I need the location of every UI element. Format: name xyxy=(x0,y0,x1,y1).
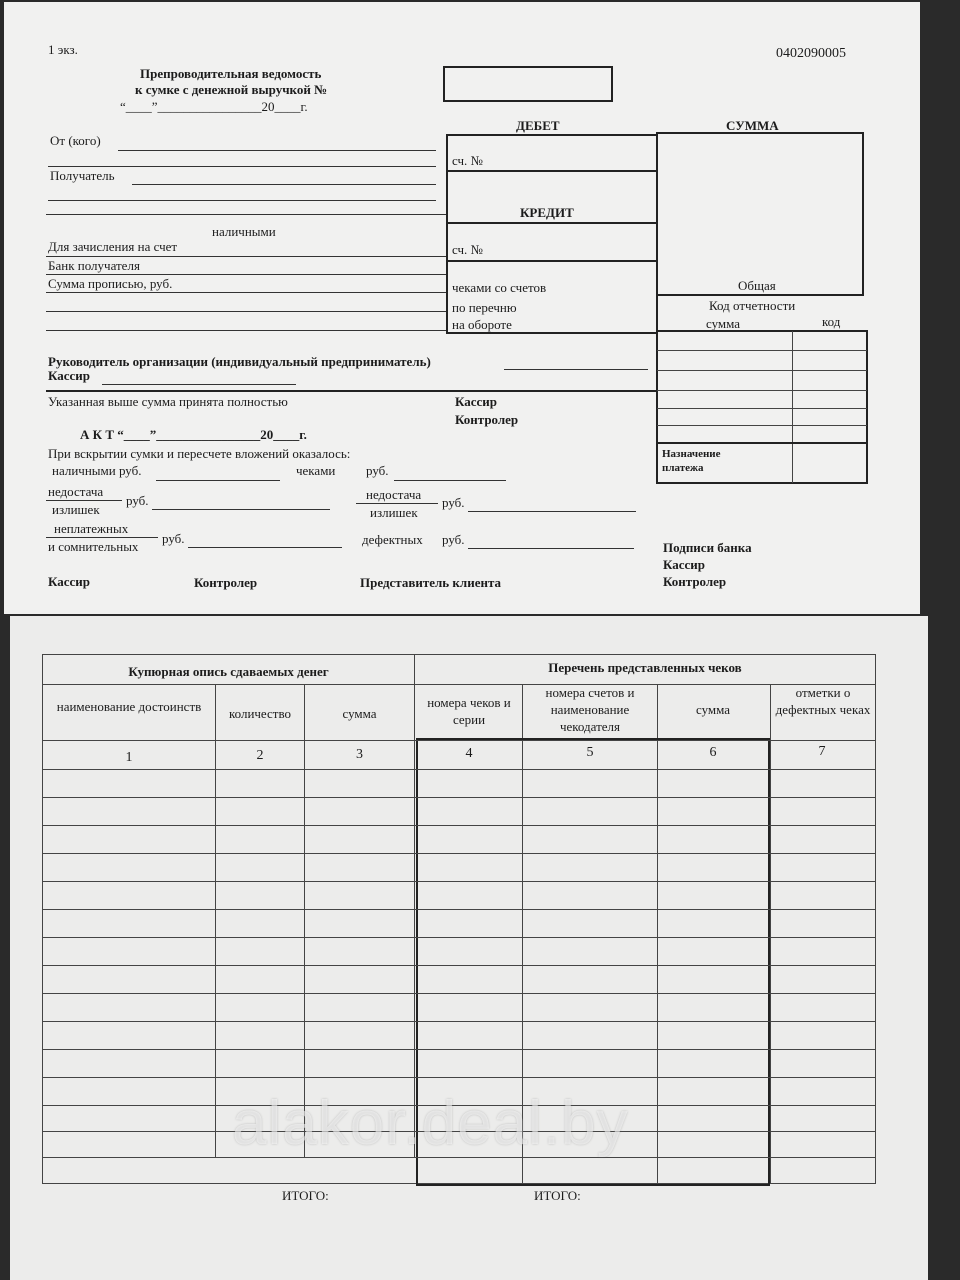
table-row[interactable] xyxy=(43,993,875,994)
col-defect-notes-header: отметки о дефектных чеках xyxy=(775,685,871,717)
credit-account-label: сч. № xyxy=(452,242,483,257)
credit-heading: КРЕДИТ xyxy=(520,205,574,220)
amount-words-field-line3[interactable] xyxy=(46,330,446,331)
unpaid-field[interactable] xyxy=(188,547,342,548)
copy-label: 1 экз. xyxy=(48,42,78,57)
table-row[interactable] xyxy=(43,909,875,910)
watermark-text: alakor.deal.by xyxy=(232,1089,629,1158)
amount-words-label: Сумма прописью, руб. xyxy=(48,276,173,291)
grid-line xyxy=(43,740,875,741)
fraction-line xyxy=(46,500,122,501)
act-controller-label: Контролер xyxy=(194,575,258,590)
col-number-4: 4 xyxy=(465,746,473,761)
cashier-label: Кассир xyxy=(48,368,91,383)
checks-list-title: Перечень представленных чеков xyxy=(548,660,742,675)
table-row[interactable] xyxy=(43,825,875,826)
col-number-2: 2 xyxy=(256,748,264,763)
unpaid-label: неплатежных xyxy=(54,521,129,536)
table-row[interactable] xyxy=(43,769,875,770)
form-code: 0402090005 xyxy=(776,46,846,61)
col-number-5: 5 xyxy=(586,745,594,760)
shortage-field[interactable] xyxy=(152,509,330,510)
controller2-label: Контролер xyxy=(455,412,519,427)
col-sum-header: сумма xyxy=(342,706,377,721)
grid-line xyxy=(657,390,867,391)
recipient-bank-field[interactable] xyxy=(46,274,446,275)
shortage-label-2: недостача xyxy=(366,487,422,502)
bank-cashier-label: Кассир xyxy=(663,557,706,572)
col-check-numbers-header: номера чеков и серии xyxy=(427,695,511,727)
grid-line xyxy=(657,408,867,409)
grid-line xyxy=(657,350,867,351)
amount-words-field[interactable] xyxy=(46,292,446,293)
col-number-6: 6 xyxy=(709,745,717,760)
fraction-line-2 xyxy=(356,503,438,504)
debit-account-label: сч. № xyxy=(452,153,483,168)
grid-line xyxy=(657,370,867,371)
recipient-bank-label: Банк получателя xyxy=(48,258,140,273)
act-checks-rub-label: руб. xyxy=(366,463,389,478)
checks-label-2: по перечню xyxy=(452,300,517,315)
defective-rub-label: руб. xyxy=(442,532,465,547)
report-code-grid[interactable] xyxy=(656,330,868,484)
total-left-label: ИТОГО: xyxy=(282,1188,329,1203)
table-row[interactable] xyxy=(43,797,875,798)
section-divider xyxy=(46,390,658,392)
banknote-inventory-title: Купюрная опись сдаваемых денег xyxy=(128,664,329,679)
total-sum-box[interactable] xyxy=(656,132,864,296)
total-right-label: ИТОГО: xyxy=(534,1188,581,1203)
purpose-label-2: платежа xyxy=(662,462,704,474)
doubtful-label: и сомнительных xyxy=(48,539,139,554)
report-code-label: Код отчетности xyxy=(709,298,796,313)
divider-line xyxy=(46,214,446,215)
table-row[interactable] xyxy=(43,937,875,938)
checks-label-3: на обороте xyxy=(452,317,512,332)
grid-line xyxy=(792,331,793,483)
act-cash-label: наличными руб. xyxy=(52,463,142,478)
col-denomination-header: наименование достоинств xyxy=(56,699,202,714)
act-title: А К Т “____”________________20____г. xyxy=(80,427,307,442)
unpaid-rub-label: руб. xyxy=(162,531,185,546)
bank-controller-label: Контролер xyxy=(663,574,727,589)
col-account-numbers-header: номера счетов и наименование чекодателя xyxy=(545,685,635,734)
from-field[interactable] xyxy=(118,150,436,151)
surplus-label: излишек xyxy=(52,502,100,517)
report-sum-label: сумма xyxy=(706,316,741,331)
debit-heading: ДЕБЕТ xyxy=(516,118,560,133)
table-row[interactable] xyxy=(43,1021,875,1022)
col-number-1: 1 xyxy=(125,750,133,765)
from-field-line2[interactable] xyxy=(48,166,436,167)
report-kod-label: код xyxy=(822,314,841,329)
bank-signatures-label: Подписи банка xyxy=(663,540,752,555)
defective-label: дефектных xyxy=(362,532,423,547)
recipient-label: Получатель xyxy=(50,168,115,183)
col-check-sum-header: сумма xyxy=(695,702,731,717)
shortage-rub-label-2: руб. xyxy=(442,495,465,510)
table-row[interactable] xyxy=(43,881,875,882)
grid-line xyxy=(43,684,875,685)
grid-line xyxy=(657,425,867,426)
amount-words-field-line2[interactable] xyxy=(46,311,446,312)
act-cashier-label: Кассир xyxy=(48,574,91,589)
surplus-label-2: излишек xyxy=(370,505,418,520)
shortage-field-2[interactable] xyxy=(468,511,636,512)
recipient-field[interactable] xyxy=(132,184,436,185)
shortage-rub-label: руб. xyxy=(126,493,149,508)
head-label: Руководитель организации (индивидуальный предприниматель) xyxy=(48,354,431,369)
head-signature-field[interactable] xyxy=(504,369,648,370)
act-cash-field[interactable] xyxy=(156,480,280,481)
recipient-field-line2[interactable] xyxy=(48,200,436,201)
grid-line xyxy=(770,685,771,1183)
grid-line xyxy=(657,442,867,444)
cashier2-label: Кассир xyxy=(455,394,498,409)
col-number-3: 3 xyxy=(356,747,363,762)
sum-heading: СУММА xyxy=(726,118,779,133)
act-client-rep-label: Представитель клиента xyxy=(360,575,501,590)
from-label: От (кого) xyxy=(50,133,101,148)
grid-line xyxy=(304,685,305,1157)
grid-line xyxy=(414,685,415,1157)
grid-line xyxy=(215,685,216,1157)
shortage-label: недостача xyxy=(48,484,104,499)
table-row[interactable] xyxy=(43,853,875,854)
table-row[interactable] xyxy=(43,1077,875,1078)
cashier-signature-field[interactable] xyxy=(102,384,296,385)
col-number-7: 7 xyxy=(818,744,826,759)
fraction-line-3 xyxy=(46,537,158,538)
for-account-field[interactable] xyxy=(46,256,446,257)
table-row[interactable] xyxy=(43,1049,875,1050)
act-checks-label: чеками xyxy=(296,463,336,478)
bag-number-box[interactable] xyxy=(443,66,613,102)
form-title: Препроводительная ведомость xyxy=(140,66,322,81)
for-account-label: Для зачисления на счет xyxy=(48,239,178,254)
accepted-label: Указанная выше сумма принята полностью xyxy=(48,394,288,409)
act-checks-field[interactable] xyxy=(394,480,506,481)
checks-label-1: чеками со счетов xyxy=(452,280,547,295)
col-quantity-header: количество xyxy=(228,706,292,721)
cash-label: наличными xyxy=(212,224,276,239)
table-row[interactable] xyxy=(43,965,875,966)
purpose-label-1: Назначение xyxy=(662,448,721,460)
total-sum-label: Общая xyxy=(738,278,776,293)
defective-field[interactable] xyxy=(468,548,634,549)
act-found-label: При вскрытии сумки и пересчете вложений оказалось: xyxy=(48,446,351,461)
form-date-line: “____”________________20____г. xyxy=(120,99,308,114)
form-subtitle: к сумке с денежной выручкой № xyxy=(135,82,328,97)
